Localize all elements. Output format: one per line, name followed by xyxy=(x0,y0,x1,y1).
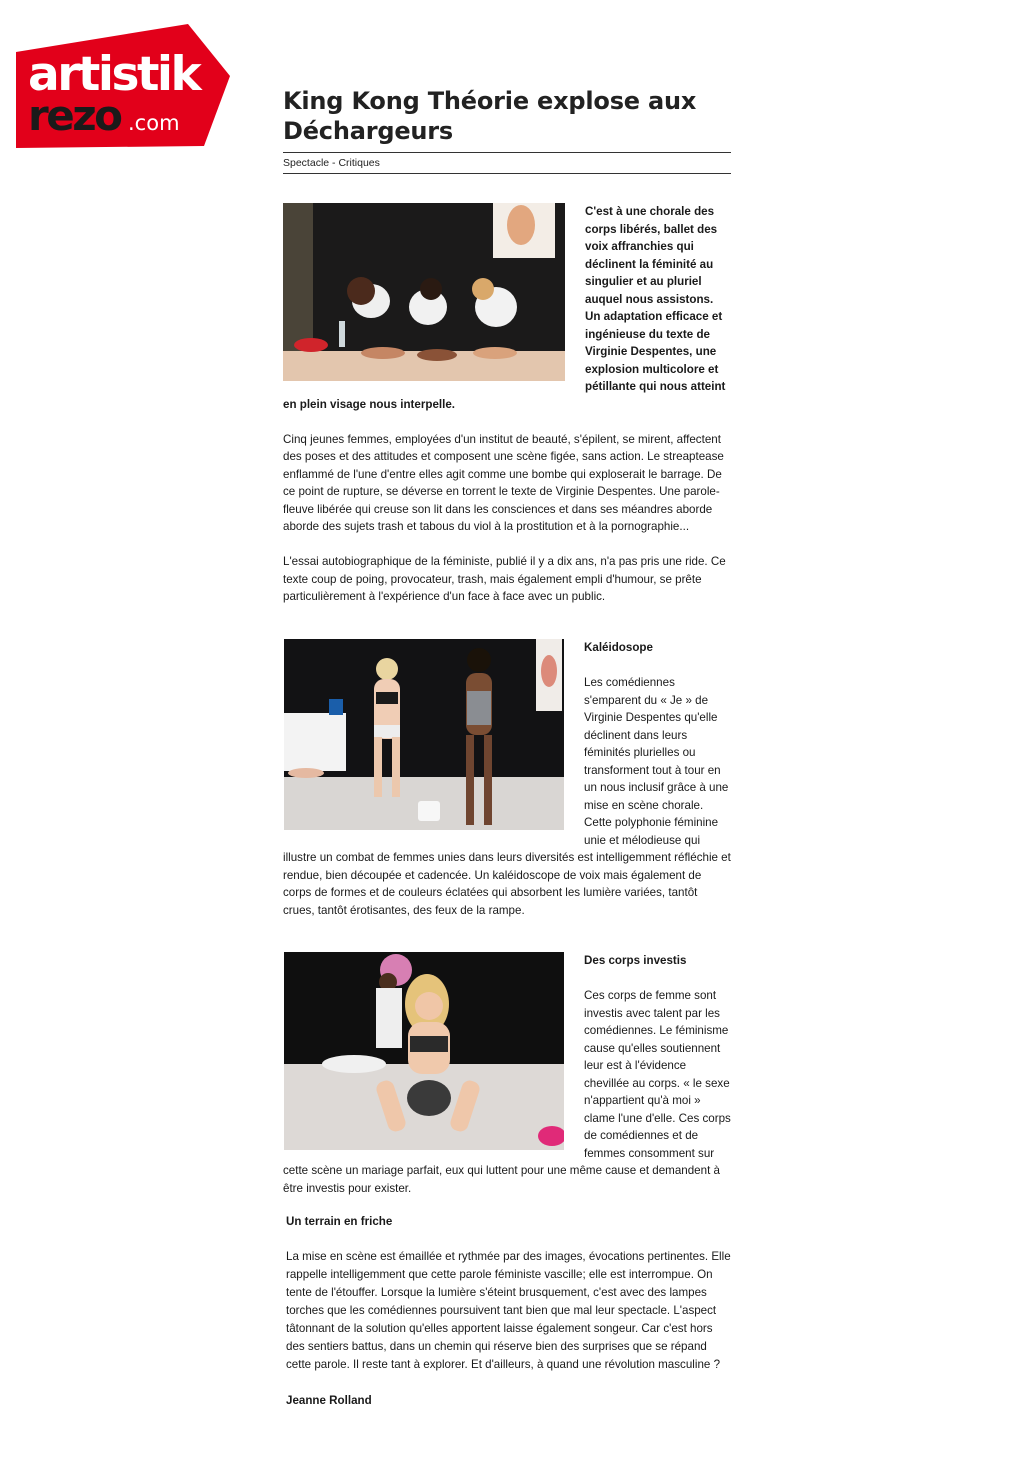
section-heading-terrain: Un terrain en friche xyxy=(286,1215,393,1228)
logo-line1: artistik xyxy=(28,47,200,102)
article-paragraph-2: L'essai autobiographique de la féministe, publié il y a dix ans, n'a pas pris une ride. Ce texte coup de poing, provocateur, trash, mais également empli d'humour, se prête particulièrement à l'expérience d'un face à face avec un public. xyxy=(283,555,726,603)
spacer xyxy=(286,1374,734,1392)
section-kaleidoscope xyxy=(283,639,731,919)
stage-photo-lingerie-duo-icon xyxy=(284,639,564,830)
stage-photo-seated-performer-icon xyxy=(284,952,564,1150)
article-category[interactable]: Spectacle - Critiques xyxy=(283,157,380,169)
category-divider xyxy=(283,173,731,174)
logo-mark xyxy=(16,24,230,150)
logo-suffix: .com xyxy=(128,111,180,135)
article-paragraph-1: Cinq jeunes femmes, employées d'un institut de beauté, s'épilent, se mirent, affectent des poses et des attitudes et composent une scène figée, sans action. Le streaptease enflammé de l'une d'entre elles agit comme une bombe qui exploserait le barrage. De ce point de rupture, se déverse en torrent le texte de Virginie Despentes. Une parole-fleuve libérée qui creuse son lit dans les consciences et dans ses méandres aborde aborde des sujets trash et tabous du viol à la prostitution et à la pornographie... xyxy=(283,432,724,533)
section-heading-kaleidoscope: Kaléidosope xyxy=(584,641,653,654)
intro-block xyxy=(283,203,731,606)
spacer xyxy=(283,536,731,554)
section-terrain-en-friche xyxy=(286,1213,734,1409)
section-corps-investis xyxy=(283,952,731,1197)
section-text-kaleidoscope: Les comédiennes s'emparent du « Je » de Virginie Despentes qu'elle déclinent dans leurs féminités plurielles ou transforment tout à tour en un nous inclusif grâce à une mise en scène chorale. Cette polyphonie féminine unie et mélodieuse qui illustre un combat de femmes unies dans leurs diversités est intelligemment réfléchie et rendue, bien découpée et cadencée. Un kaléidoscope de voix mais également de corps de formes et de couleurs éclatées qui absorbent les lumière variées, tantôt crues, tantôt érotisantes, des feux de la rampe. xyxy=(283,676,731,917)
section-text-terrain: La mise en scène est émaillée et rythmée par des images, évocations pertinentes. Elle rappelle intelligemment que cette parole féministe vascille; elle est interrompue. On tente de l'étouffer. Lorsque la lumière s'éteint brusquement, c'est avec des lampes torches que les comédiennes poursuivent tant bien que mal leur spectacle. L'aspect tâtonnant de la solution qu'elles apportent laisse également songeur. Car c'est hors des sentiers battus, dans un chemin qui réserve bien des surprises que se répand cette parole. Il reste tant à explorer. Et d'ailleurs, à quand une révolution masculine ? xyxy=(286,1250,731,1371)
spacer xyxy=(283,413,731,431)
artistikrezo-logo[interactable] xyxy=(16,24,230,150)
article-title: King Kong Théorie explose aux Déchargeurs xyxy=(283,87,697,145)
article xyxy=(283,84,731,1407)
logo-line2: rezo xyxy=(28,91,121,140)
section-text-corps-investis: Ces corps de femme sont investis avec talent par les comédiennes. Le féminisme cause qu'elles soutiennent leur est à l'évidence chevillée au corps. « le sexe n'appartient qu'à moi » clame l'une d'elle. Ces corps de comédiennes et de femmes consomment sur cette scène un mariage parfait, eux qui luttent pour une même cause et demandent à être investis pour exister. xyxy=(283,989,731,1195)
section-heading-corps-investis: Des corps investis xyxy=(584,954,687,967)
article-author: Jeanne Rolland xyxy=(286,1393,372,1407)
spacer xyxy=(286,1231,734,1249)
article-lead: C'est à une chorale des corps libérés, ballet des voix affranchies qui déclinent la féminité au singulier et au pluriel auquel nous assistons. Un adaptation efficace et ingénieuse du texte de Virginie Despentes, une explosion multicolore et pétillante qui nous atteint en plein visage nous interpelle. xyxy=(283,205,726,411)
stage-photo-three-women-icon xyxy=(283,203,565,381)
